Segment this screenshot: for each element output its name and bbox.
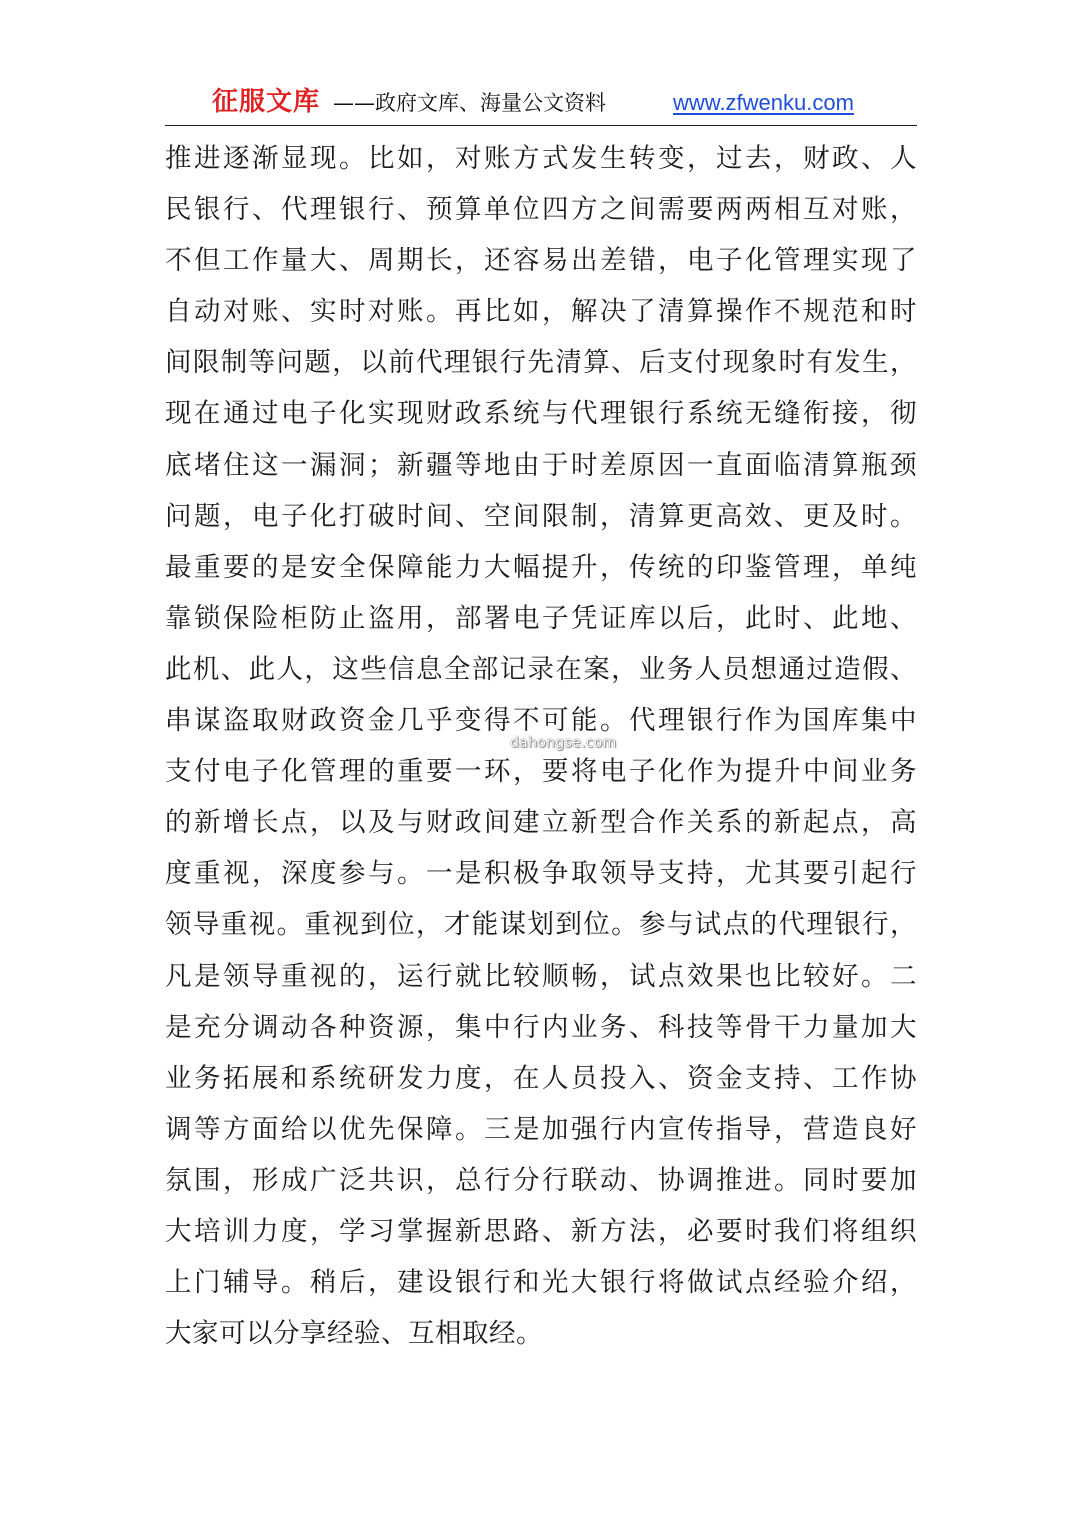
text-line: 问题，电子化打破时间、空间限制，清算更高效、更及时。 — [165, 500, 917, 532]
page-header — [165, 84, 917, 124]
text-line: 自动对账、实时对账。再比如，解决了清算操作不规范和时 — [165, 296, 917, 328]
text-line: 此机、此人，这些信息全部记录在案，业务人员想通过造假、 — [165, 653, 917, 685]
text-line: 领导重视。重视到位，才能谋划到位。参与试点的代理银行， — [165, 909, 917, 941]
text-line: 是充分调动各种资源，集中行内业务、科技等骨干力量加大 — [165, 1011, 917, 1043]
header-divider — [165, 125, 917, 126]
brand-logo-text: 征服文库 — [212, 87, 321, 117]
text-line: 大培训力度，学习掌握新思路、新方法，必要时我们将组织 — [165, 1215, 917, 1247]
text-line: 的新增长点，以及与财政间建立新型合作关系的新起点，高 — [165, 807, 917, 839]
text-line: 上门辅导。稍后，建设银行和光大银行将做试点经验介绍， — [165, 1267, 917, 1299]
header-tagline: ——政府文库、海量公文资料 — [333, 91, 606, 115]
text-line: 支付电子化管理的重要一环，要将电子化作为提升中间业务 — [165, 756, 917, 788]
text-line: 间限制等问题，以前代理银行先清算、后支付现象时有发生， — [165, 347, 917, 379]
text-line: 推进逐渐显现。比如，对账方式发生转变，过去，财政、人 — [165, 143, 917, 174]
text-line: 靠锁保险柜防止盗用，部署电子凭证库以后，此时、此地、 — [165, 602, 917, 634]
text-line: 业务拓展和系统研发力度，在人员投入、资金支持、工作协 — [165, 1062, 917, 1094]
text-line: 现在通过电子化实现财政系统与代理银行系统无缝衔接，彻 — [165, 398, 917, 430]
text-line: 调等方面给以优先保障。三是加强行内宣传指导，营造良好 — [165, 1113, 917, 1145]
text-line: 大家可以分享经验、互相取经。 — [165, 1318, 543, 1350]
text-line: 串谋盗取财政资金几乎变得不可能。代理银行作为国库集中 — [165, 705, 917, 737]
text-line: 民银行、代理银行、预算单位四方之间需要两两相互对账， — [165, 194, 917, 226]
text-line: 凡是领导重视的，运行就比较顺畅，试点效果也比较好。二 — [165, 960, 917, 992]
text-line: 底堵住这一漏洞；新疆等地由于时差原因一直面临清算瓶颈 — [165, 449, 917, 481]
text-line: 度重视，深度参与。一是积极争取领导支持，尤其要引起行 — [165, 858, 917, 890]
watermark-text: dahongse.com — [510, 735, 617, 751]
text-line: 氛围，形成广泛共识，总行分行联动、协调推进。同时要加 — [165, 1164, 917, 1196]
text-line: 最重要的是安全保障能力大幅提升，传统的印鉴管理，单纯 — [165, 551, 917, 583]
site-url-link[interactable]: www.zfwenku.com — [673, 90, 854, 115]
text-line: 不但工作量大、周期长，还容易出差错，电子化管理实现了 — [165, 245, 917, 277]
